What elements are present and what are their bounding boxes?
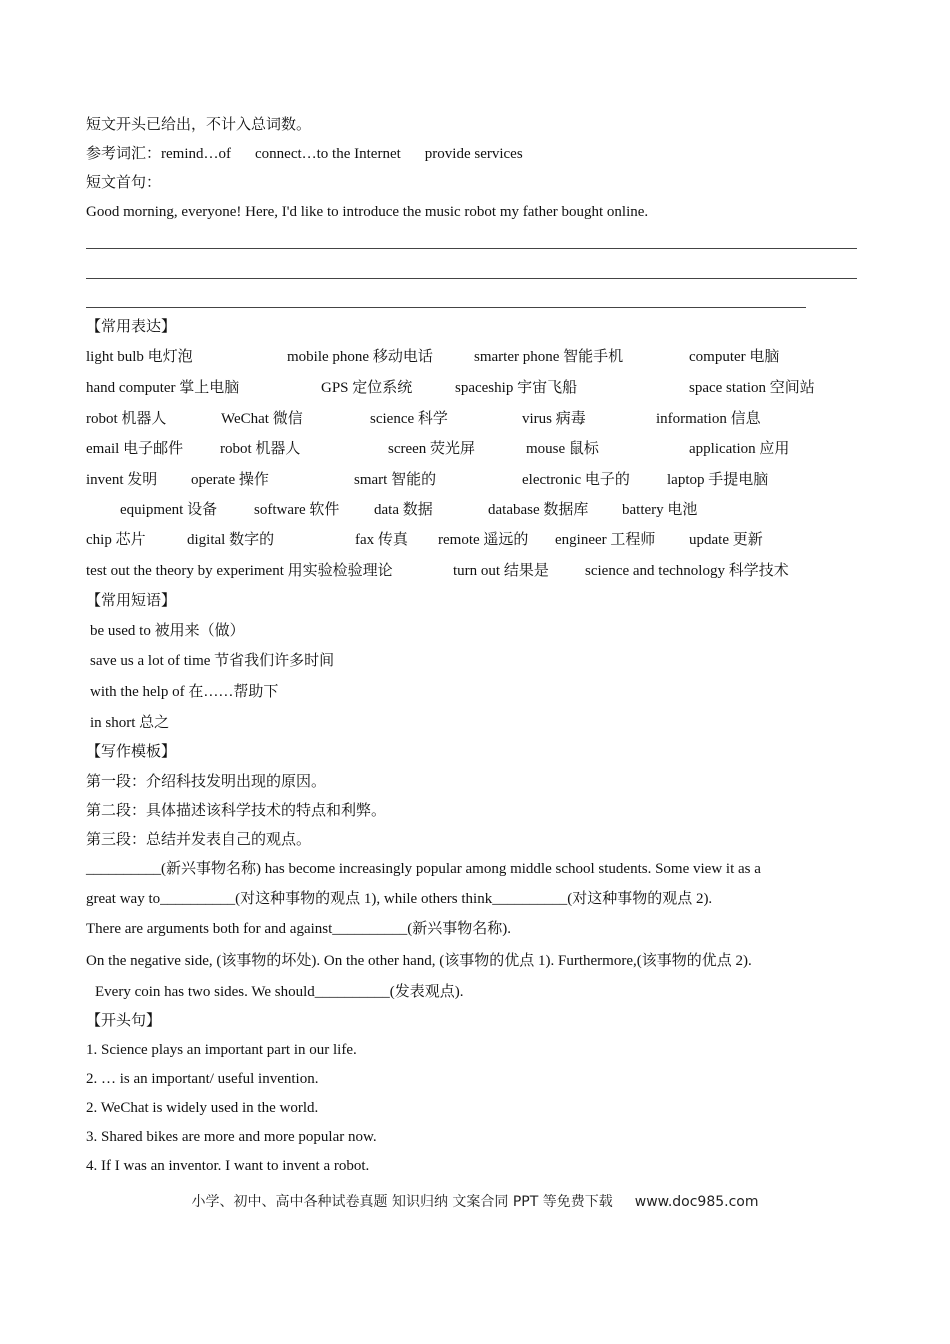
expression-item: spaceship 宇宙飞船 — [455, 380, 578, 396]
expression-item: computer 电脑 — [689, 349, 780, 365]
expression-item: laptop 手提电脑 — [667, 472, 769, 488]
expression-item: data 数据 — [374, 502, 433, 518]
expression-item: test out the theory by experiment 用实验检验理论 — [86, 563, 393, 579]
phrases-heading: 【常用短语】 — [86, 593, 177, 609]
expression-item: application 应用 — [689, 441, 790, 457]
expression-item: software 软件 — [254, 502, 340, 518]
expression-item: electronic 电子的 — [522, 472, 630, 488]
expression-item: hand computer 掌上电脑 — [86, 380, 240, 396]
expression-item: science 科学 — [370, 411, 448, 427]
footer-text: 小学、初中、高中各种试卷真题 知识归纳 文案合同 PPT 等免费下载 — [191, 1194, 613, 1210]
expression-item: battery 电池 — [622, 502, 698, 518]
reference-label: 参考词汇： — [86, 146, 162, 162]
opener-item: 1. Science plays an important part in our life. — [86, 1042, 357, 1058]
answer-line — [86, 248, 857, 249]
expression-item: robot 机器人 — [220, 441, 301, 457]
reference-word: provide services — [424, 146, 523, 162]
opener-item: 3. Shared bikes are more and more popular now. — [86, 1129, 377, 1145]
footer-url[interactable]: www.doc985.com — [634, 1194, 759, 1210]
expression-item: chip 芯片 — [86, 532, 146, 548]
openers-heading: 【开头句】 — [86, 1013, 162, 1029]
reference-vocabulary — [86, 145, 523, 163]
first-sentence: Good morning, everyone! Here, I'd like to introduce the music robot my father bought online. — [86, 204, 649, 220]
template-line: There are arguments both for and against__________(新兴事物名称). — [86, 921, 512, 937]
expression-item: smart 智能的 — [354, 472, 437, 488]
expression-item: screen 荧光屏 — [388, 441, 476, 457]
expression-item: virus 病毒 — [522, 411, 586, 427]
expression-item: equipment 设备 — [120, 502, 218, 518]
expression-item: mouse 鼠标 — [526, 441, 599, 457]
template-line: Every coin has two sides. We should__________(发表观点). — [95, 984, 464, 1000]
expression-item: digital 数字的 — [187, 532, 275, 548]
expression-item: space station 空间站 — [689, 380, 815, 396]
template-line: great way to__________(对这种事物的观点 1), while others think__________(对这种事物的观点 2). — [86, 891, 713, 907]
opener-item: 4. If I was an inventor. I want to invent a robot. — [86, 1158, 370, 1174]
template-paragraph: 第二段：具体描述该科学技术的特点和利弊。 — [86, 803, 387, 819]
expression-item: light bulb 电灯泡 — [86, 349, 193, 365]
phrase-item: be used to 被用来（做） — [90, 623, 245, 639]
phrase-item: in short 总之 — [90, 715, 170, 731]
expressions-heading: 【常用表达】 — [86, 319, 177, 335]
answer-line — [86, 307, 806, 308]
opener-item: 2. … is an important/ useful invention. — [86, 1071, 319, 1087]
expression-item: database 数据库 — [488, 502, 589, 518]
expression-item: operate 操作 — [191, 472, 269, 488]
page-footer — [0, 1191, 950, 1211]
expression-item: update 更新 — [689, 532, 763, 548]
opener-item: 2. WeChat is widely used in the world. — [86, 1100, 319, 1116]
phrase-item: save us a lot of time 节省我们许多时间 — [90, 653, 335, 669]
first-sentence-label: 短文首句： — [86, 175, 162, 191]
expression-item: engineer 工程师 — [555, 532, 656, 548]
answer-line — [86, 278, 857, 279]
template-paragraph: 第一段：介绍科技发明出现的原因。 — [86, 774, 327, 790]
expression-item: smarter phone 智能手机 — [474, 349, 624, 365]
expression-item: fax 传真 — [355, 532, 408, 548]
reference-word: remind…of — [161, 146, 231, 162]
expression-item: science and technology 科学技术 — [585, 563, 789, 579]
reference-word: connect…to the Internet — [255, 146, 401, 162]
expression-item: WeChat 微信 — [221, 411, 303, 427]
expression-item: information 信息 — [656, 411, 761, 427]
template-line: On the negative side, (该事物的坏处). On the other hand, (该事物的优点 1). Furthermore,(该事物的优点 2). — [86, 953, 752, 969]
expression-item: remote 遥远的 — [438, 532, 529, 548]
expression-item: mobile phone 移动电话 — [287, 349, 433, 365]
template-line: __________(新兴事物名称) has become increasingly popular among middle school students. Some view it as a — [86, 861, 761, 877]
expression-item: robot 机器人 — [86, 411, 167, 427]
phrase-item: with the help of 在……帮助下 — [90, 684, 279, 700]
template-paragraph: 第三段：总结并发表自己的观点。 — [86, 832, 312, 848]
template-heading: 【写作模板】 — [86, 744, 177, 760]
expression-item: email 电子邮件 — [86, 441, 184, 457]
expression-item: turn out 结果是 — [453, 563, 549, 579]
expression-item: invent 发明 — [86, 472, 158, 488]
writing-note: 短文开头已给出，不计入总词数。 — [86, 117, 312, 133]
expression-item: GPS 定位系统 — [321, 380, 413, 396]
